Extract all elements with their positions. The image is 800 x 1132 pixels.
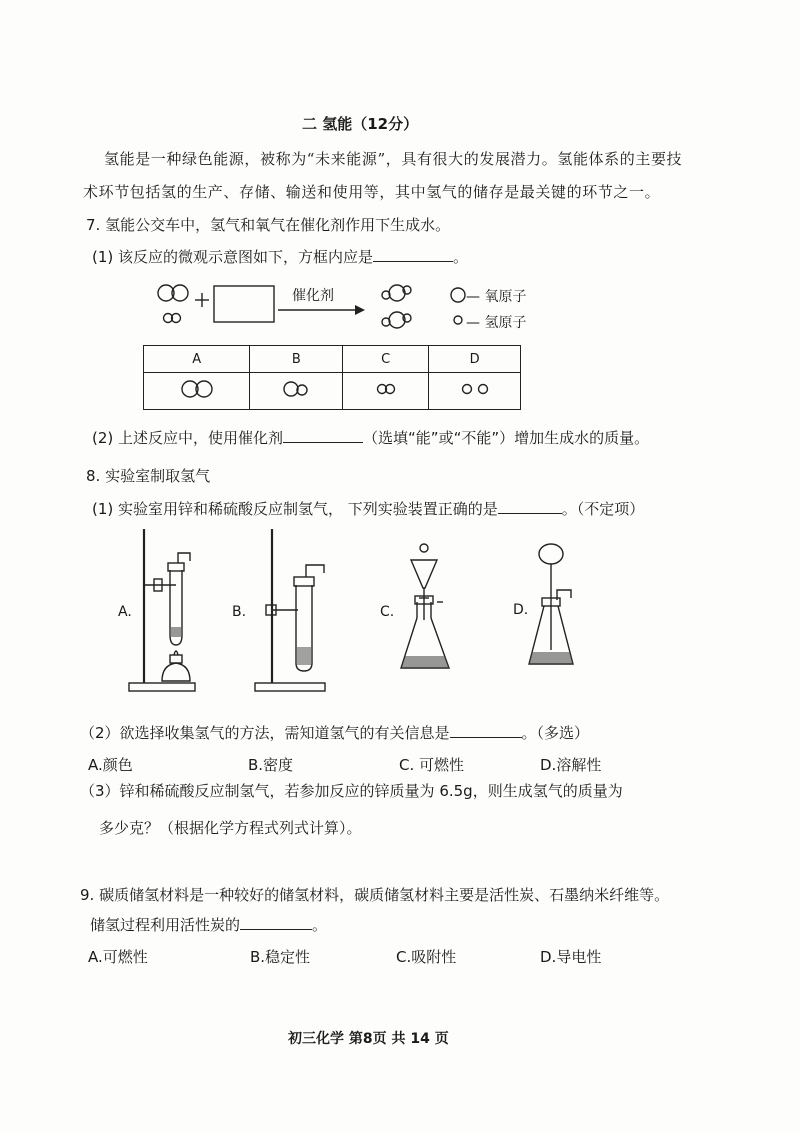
q8-part1 xyxy=(92,498,644,519)
q9-line2-text: 储氢过程利用活性炭的 xyxy=(90,916,241,934)
option-b-label[interactable]: B xyxy=(250,346,343,373)
q7-part2-blank[interactable] xyxy=(283,428,363,443)
q8-part2 xyxy=(80,722,589,743)
q8-stem: 8. 实验室制取氢气 xyxy=(86,467,211,485)
q7-part1-blank[interactable] xyxy=(373,247,453,262)
q9-option-a[interactable]: A.可燃性 xyxy=(88,948,148,966)
option-a-label[interactable]: A xyxy=(144,346,250,373)
q8-part1-text: (1) 实验室用锌和稀硫酸反应制氢气， 下列实验装置正确的是 xyxy=(92,500,498,518)
q7-part2-end: （选填“能”或“不能”）增加生成水的质量。 xyxy=(363,429,650,447)
option-a-cell[interactable] xyxy=(144,373,250,410)
q8-p2-option-b[interactable]: B.密度 xyxy=(248,756,294,774)
q8-p2-option-c[interactable]: C. 可燃性 xyxy=(399,756,465,774)
q8-part2-end: 。（多选） xyxy=(521,724,590,742)
legend-hydrogen: — 氢原子 xyxy=(466,315,527,331)
q8-part1-blank[interactable] xyxy=(498,499,562,514)
q8-part3-line2: 多少克？（根据化学方程式列式计算）。 xyxy=(99,819,362,837)
option-c-label[interactable]: C xyxy=(343,346,429,373)
apparatus-a-drawing xyxy=(126,525,216,695)
q7-stem: 7. 氢能公交车中，氢气和氧气在催化剂作用下生成水。 xyxy=(86,216,451,234)
large-and-small-circle-icon xyxy=(276,377,316,401)
oxygen-atom-legend-icon xyxy=(451,288,465,302)
apparatus-a-label[interactable]: A. xyxy=(118,604,132,620)
option-c-cell[interactable] xyxy=(343,373,429,410)
apparatus-b-label[interactable]: B. xyxy=(232,604,247,620)
q7-part1 xyxy=(92,246,468,267)
arrow-icon xyxy=(355,305,365,315)
q8-part3-line1: （3）锌和稀硫酸反应制氢气，若参加反应的锌质量为 6.5g，则生成氢气的质量为 xyxy=(80,782,623,800)
intro-line-1: 氢能是一种绿色能源，被称为“未来能源”，具有很大的发展潜力。氢能体系的主要技 xyxy=(104,150,683,168)
q8-part2-blank[interactable] xyxy=(450,723,522,738)
apparatus-b-drawing xyxy=(252,525,342,695)
option-b-cell[interactable] xyxy=(250,373,343,410)
q9-option-c[interactable]: C.吸附性 xyxy=(396,948,457,966)
blank-box xyxy=(214,286,274,322)
legend-oxygen: — 氧原子 xyxy=(466,289,527,305)
q8-p2-option-a[interactable]: A.颜色 xyxy=(88,756,133,774)
intro-line-2: 术环节包括氢的生产、存储、输送和使用等，其中氢气的储存是最关键的环节之一。 xyxy=(83,183,661,201)
q9-option-d[interactable]: D.导电性 xyxy=(540,948,602,966)
section-title: 二 氢能（12分） xyxy=(302,115,419,133)
q9-option-b[interactable]: B.稳定性 xyxy=(250,948,311,966)
q9-line2 xyxy=(90,914,327,935)
options-table xyxy=(143,345,521,410)
apparatus-d-label[interactable]: D. xyxy=(513,602,529,618)
q9-line2-end: 。 xyxy=(312,916,328,934)
q9-stem: 9. 碳质储氢材料是一种较好的储氢材料，碳质储氢材料主要是活性炭、石墨纳米纤维等。 xyxy=(80,886,670,904)
catalyst-label: 催化剂 xyxy=(292,288,334,304)
q7-part2-text: (2) 上述反应中，使用催化剂 xyxy=(92,429,284,447)
hydrogen-atom-legend-icon xyxy=(454,316,462,324)
option-d-label[interactable]: D xyxy=(429,346,521,373)
option-d-cell[interactable] xyxy=(429,373,521,410)
q7-part2 xyxy=(92,427,649,448)
q9-blank[interactable] xyxy=(240,915,312,930)
two-separate-small-circles-icon xyxy=(455,377,495,401)
q8-p2-option-d[interactable]: D.溶解性 xyxy=(540,756,602,774)
q8-part2-text: （2）欲选择收集氢气的方法，需知道氢气的有关信息是 xyxy=(80,724,450,742)
apparatus-c-drawing xyxy=(397,540,487,680)
two-small-circles-icon xyxy=(366,377,406,401)
q8-part1-end: 。（不定项） xyxy=(561,500,645,518)
q7-part1-end: 。 xyxy=(453,248,469,266)
apparatus-d-drawing xyxy=(525,540,615,680)
q7-part1-text: (1) 该反应的微观示意图如下，方框内应是 xyxy=(92,248,374,266)
apparatus-c-label[interactable]: C. xyxy=(380,604,395,620)
two-large-circles-icon xyxy=(177,377,217,401)
page-footer: 初三化学 第8页 共 14 页 xyxy=(288,1031,449,1047)
